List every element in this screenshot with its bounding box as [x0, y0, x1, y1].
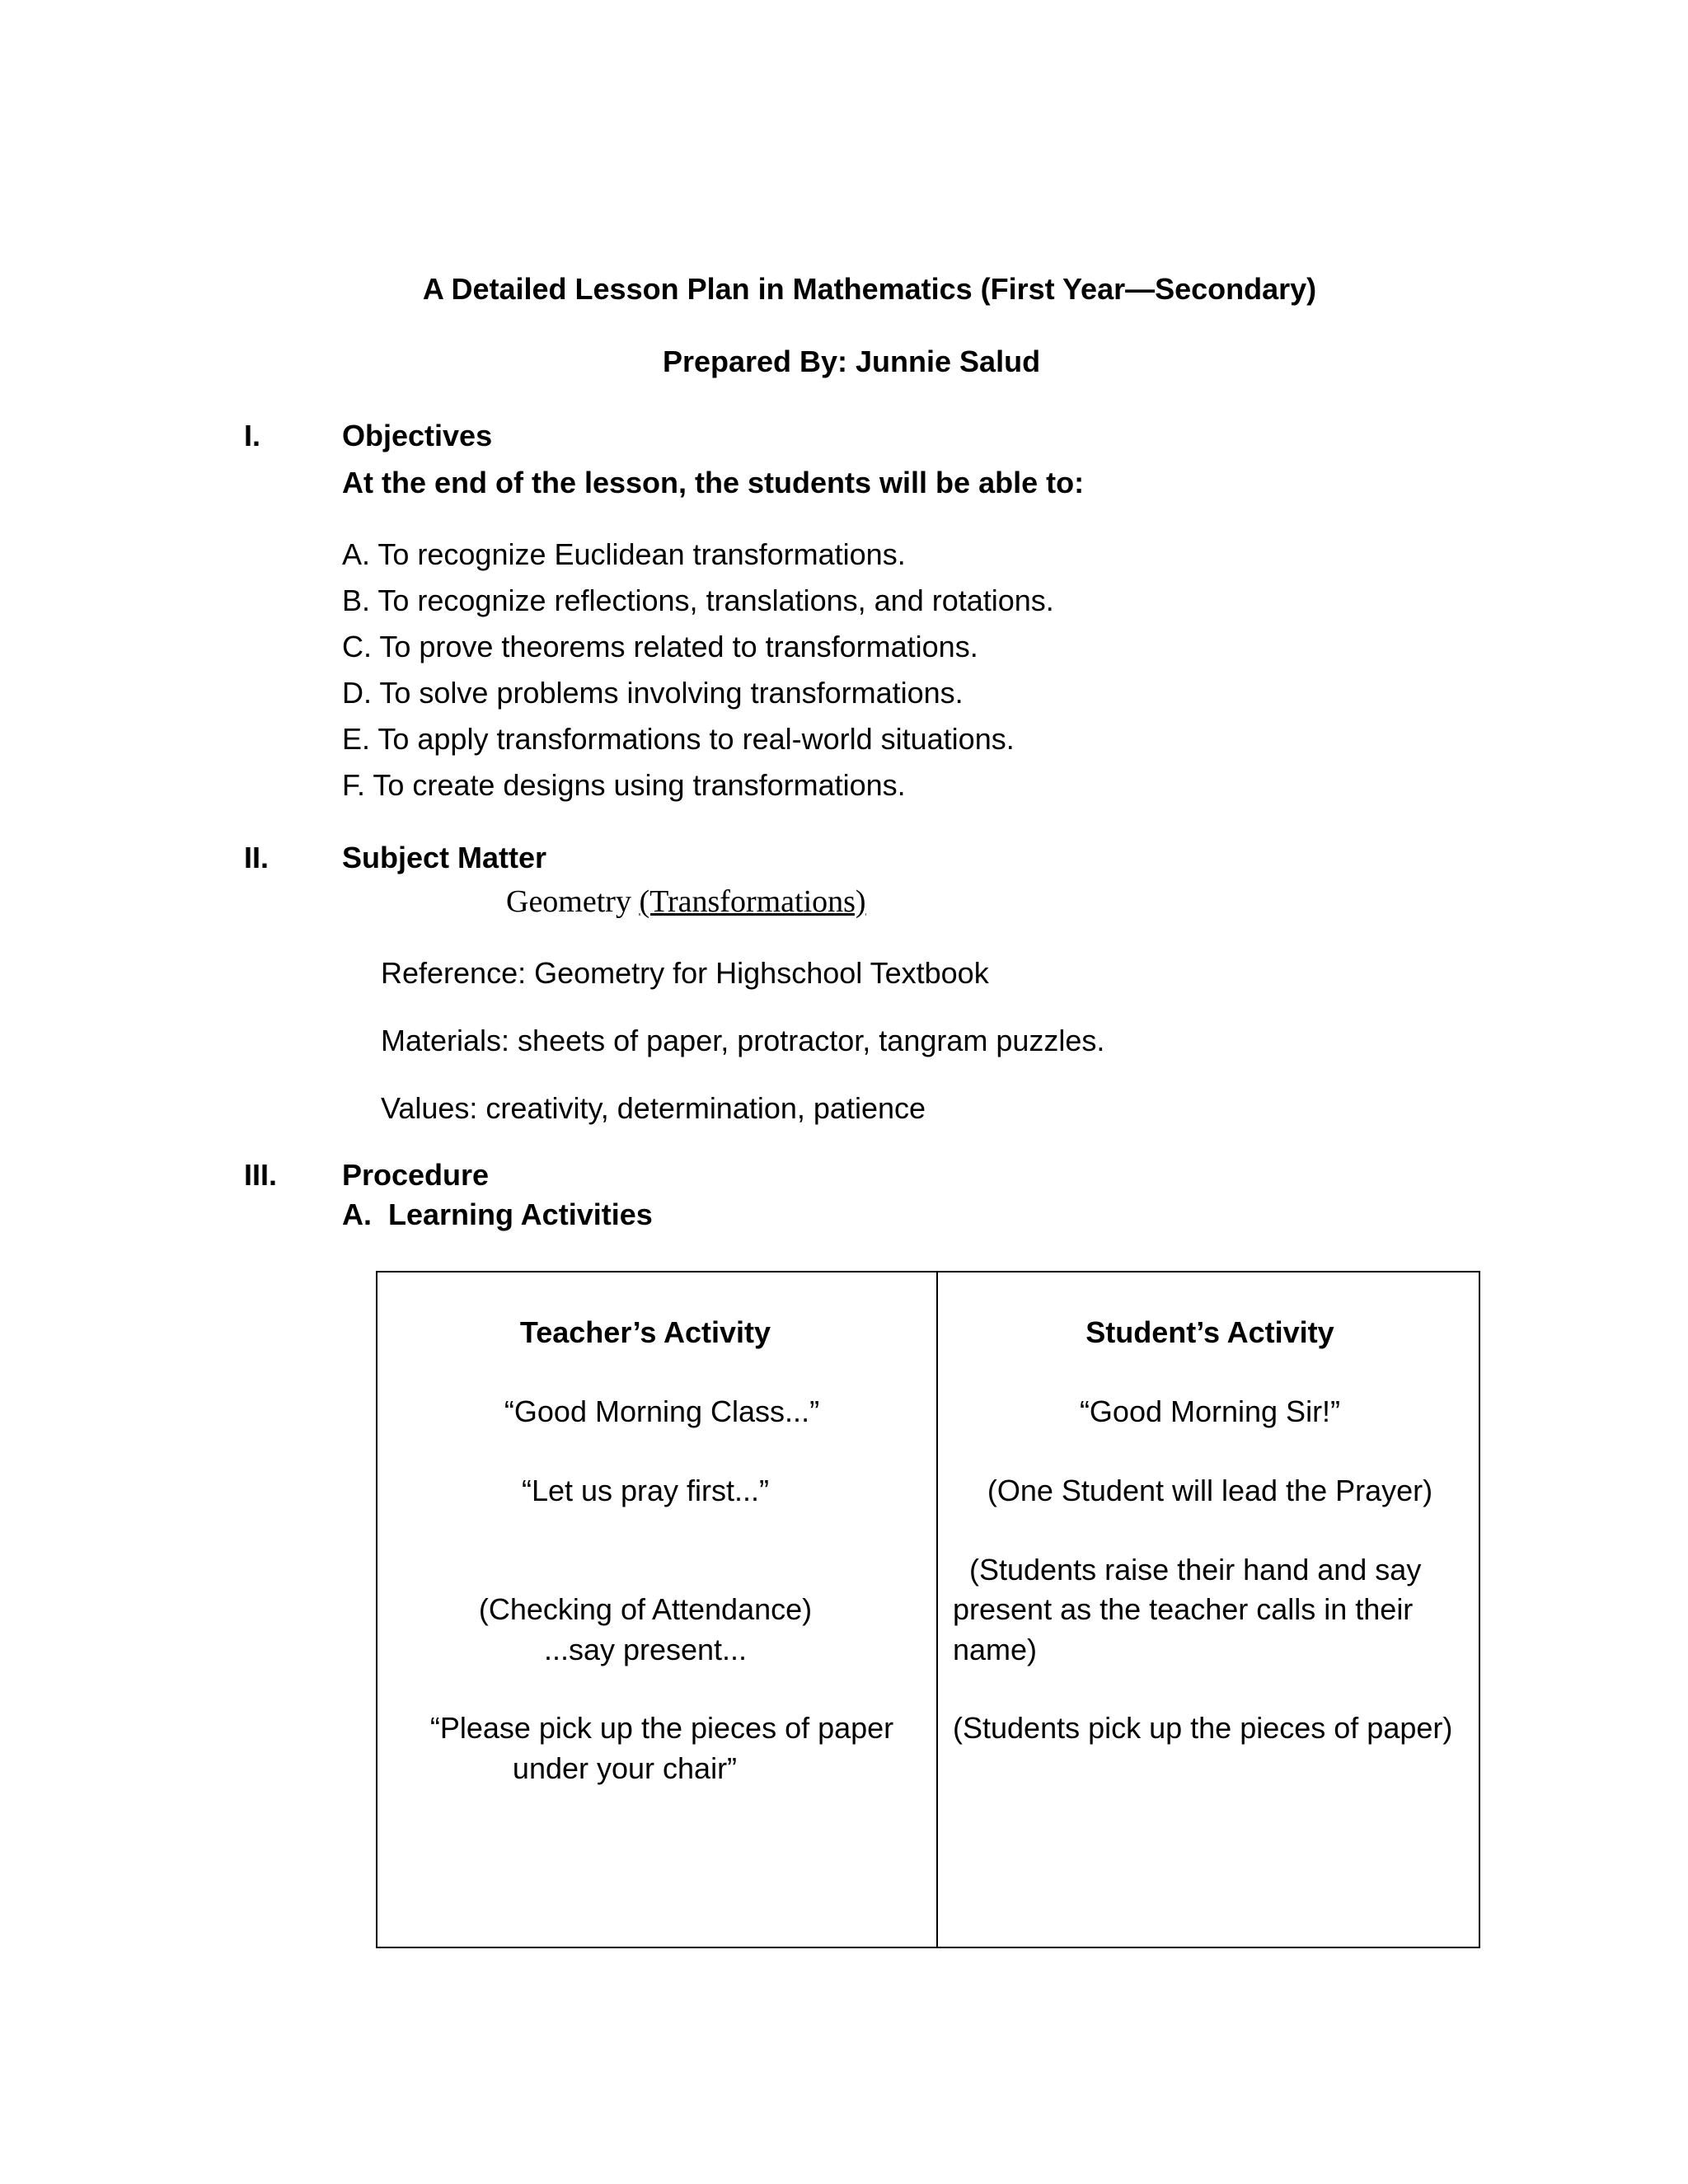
- student-prayer: (One Student will lead the Prayer): [987, 1474, 1433, 1507]
- subject-topic: [506, 883, 866, 920]
- teacher-attendance-prompt: ...say present...: [543, 1633, 748, 1666]
- materials-line: Materials: sheets of paper, protractor, tangram puzzles.: [381, 1024, 1105, 1057]
- objectives-intro: At the end of the lesson, the students will be able to:: [342, 466, 1085, 499]
- objective-item: C. To prove theorems related to transformations.: [342, 630, 978, 663]
- prepared-by: Prepared By: Junnie Salud: [662, 344, 1041, 378]
- objective-item: F. To create designs using transformations.: [342, 768, 906, 802]
- student-attendance-end: name): [953, 1633, 1038, 1666]
- section-numeral-objectives: I.: [244, 419, 261, 452]
- learning-activities-subheading: A. Learning Activities: [342, 1197, 653, 1231]
- teacher-prayer: “Let us pray first...”: [521, 1474, 770, 1507]
- student-greeting: “Good Morning Sir!”: [1079, 1394, 1341, 1428]
- table-column-divider: [936, 1272, 938, 1947]
- values-line: Values: creativity, determination, patience: [381, 1091, 926, 1125]
- subject-topic-sub: (Transformations): [639, 884, 866, 919]
- teacher-paper-instruction: “Please pick up the pieces of paper: [429, 1711, 894, 1745]
- procedure-heading: Procedure: [342, 1158, 490, 1192]
- teacher-greeting: “Good Morning Class...”: [504, 1394, 820, 1428]
- objective-item: D. To solve problems involving transformations.: [342, 676, 964, 710]
- document-title: A Detailed Lesson Plan in Mathematics (First Year—Secondary): [422, 272, 1317, 306]
- section-numeral-subject-matter: II.: [244, 841, 270, 874]
- teacher-activity-header: Teacher’s Activity: [519, 1315, 771, 1349]
- student-attendance-cont: present as the teacher calls in their: [953, 1592, 1414, 1626]
- student-attendance: (Students raise their hand and say: [969, 1553, 1422, 1586]
- student-activity-header: Student’s Activity: [1085, 1315, 1334, 1349]
- learning-activities-table: [376, 1271, 1480, 1948]
- objective-item: B. To recognize reflections, translations, and rotations.: [342, 583, 1054, 617]
- objectives-heading: Objectives: [342, 419, 493, 452]
- objective-item: E. To apply transformations to real-world situations.: [342, 722, 1015, 756]
- teacher-attendance: (Checking of Attendance): [478, 1592, 813, 1626]
- reference-line: Reference: Geometry for Highschool Textbook: [381, 956, 989, 990]
- teacher-paper-instruction-cont: under your chair”: [512, 1751, 738, 1785]
- student-paper-response: (Students pick up the pieces of paper): [953, 1711, 1453, 1745]
- objective-item: A. To recognize Euclidean transformations.: [342, 537, 906, 571]
- section-numeral-procedure: III.: [244, 1158, 278, 1192]
- subject-matter-heading: Subject Matter: [342, 841, 547, 874]
- subject-topic-main: Geometry: [506, 884, 640, 919]
